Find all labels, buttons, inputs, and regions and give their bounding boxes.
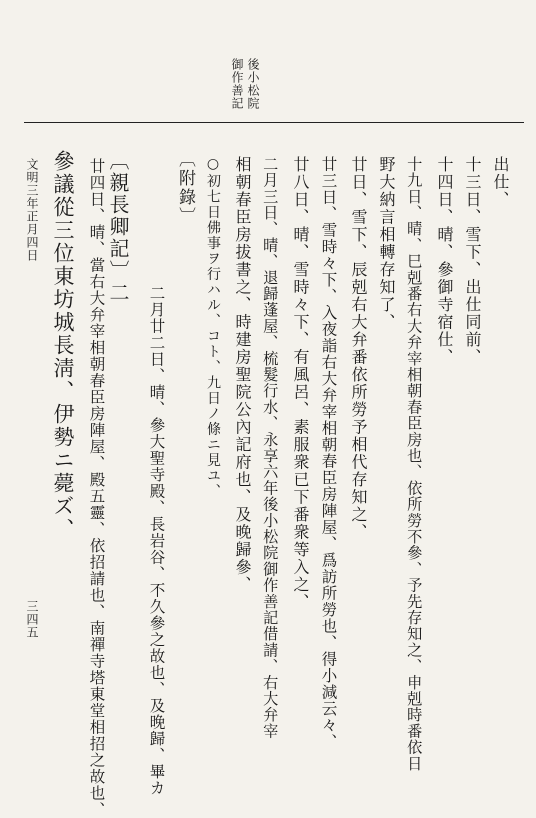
text-column-8: 廿八日、晴、雪時々下、有風呂、素服衆已下番衆等入之、 bbox=[291, 156, 310, 611]
header-source-title-line2: 御作善記 bbox=[230, 58, 244, 110]
text-column-6: 廿日、雪下、辰剋右大弁番依所勞予相代存知之、 bbox=[349, 156, 368, 541]
text-column-13: 二月廿二日、晴、參大聖寺殿、長岩谷、不久參之故也、及晚歸、畢カ bbox=[147, 285, 166, 797]
text-column-10: 相朝春臣房拔書之、時建房聖院公內記府也、及晚歸參、 bbox=[233, 156, 252, 594]
text-column-5: 野大納言相轉存知了、 bbox=[377, 156, 396, 331]
page-number: 三四五 bbox=[25, 600, 39, 639]
appendix-heading: 〔附錄〕 bbox=[175, 150, 195, 226]
text-column-4: 十九日、晴、巳剋番右大弁宰相朝春臣房也、依所勞不參、予先存知之、申剋時番依日 bbox=[405, 156, 424, 772]
text-column-3: 十四日、晴、參御寺宿仕、 bbox=[435, 156, 454, 366]
text-column-7: 廿三日、雪時々下、入夜詣右大弁宰相朝春臣房陣屋、爲訪所勞也、得小減云々、 bbox=[319, 156, 338, 750]
text-column-2: 十三日、雪下、出仕同前、 bbox=[463, 156, 482, 366]
entry-heading: 參議從三位東坊城長淸、伊勢ニ薨ズ、 bbox=[51, 150, 75, 541]
text-column-11: ○初七日佛事ヲ行ハル、コト、九日ノ條ニ見ユ、 bbox=[205, 156, 221, 499]
text-column-1: 出仕、 bbox=[491, 156, 510, 209]
source-heading: 〔親長卿記〕二 bbox=[106, 150, 130, 304]
header-source-title-line1: 後小松院 bbox=[246, 58, 260, 110]
side-date: 文明三年正月四日 bbox=[25, 158, 39, 262]
text-column-15: 廿四日、晴、當右大弁宰相朝春臣房陣屋、殿五靈、依招請也、南禪寺塔東堂相招之故也、 bbox=[87, 158, 106, 818]
text-column-9: 二月三日、晴、退歸蓬屋、梳髮行水、永享六年後小松院御作善記借請、右大弁宰 bbox=[261, 156, 280, 740]
header-rule bbox=[24, 122, 524, 123]
